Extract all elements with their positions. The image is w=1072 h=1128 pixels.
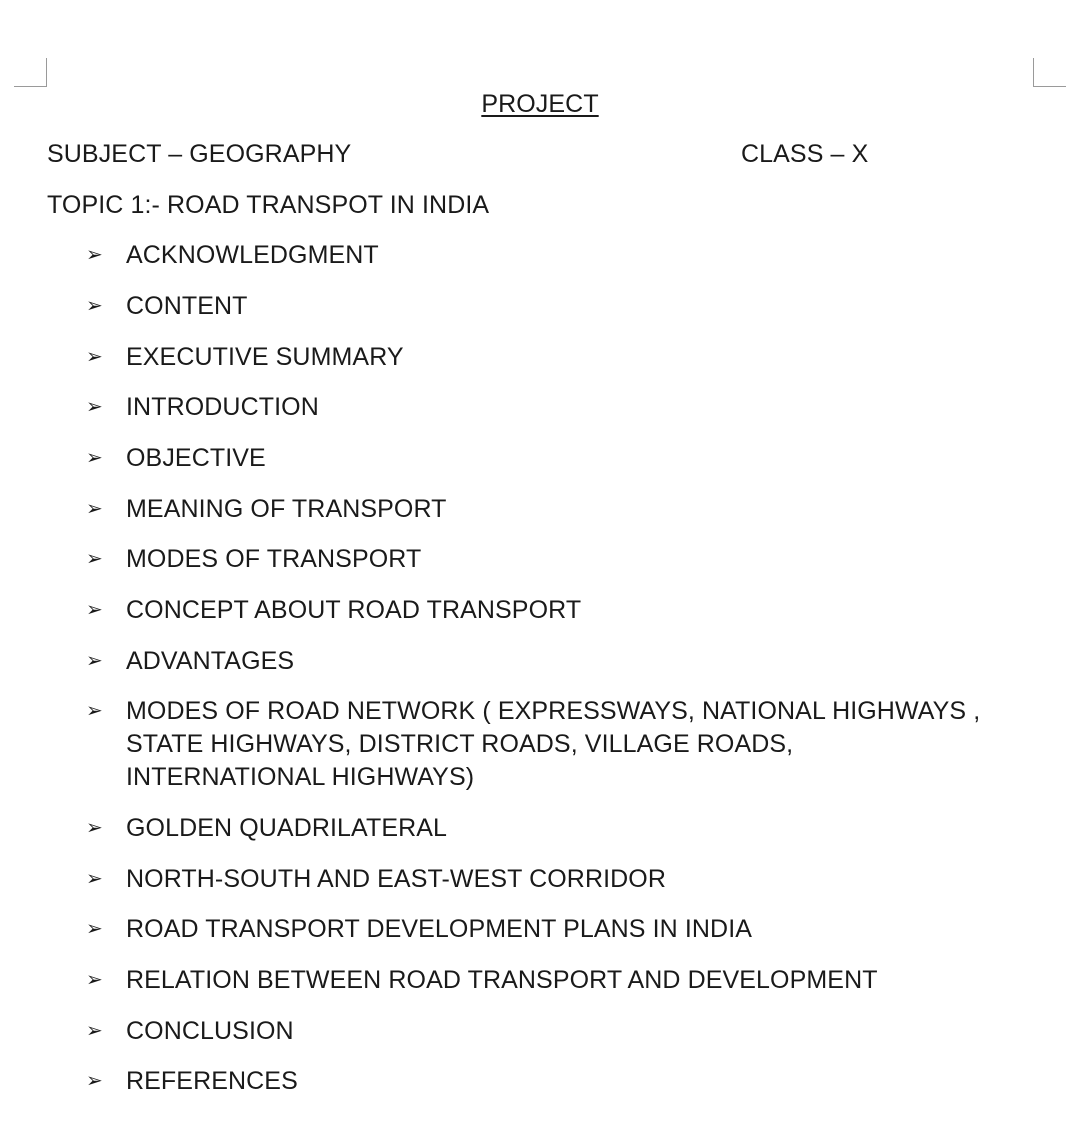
- arrow-bullet-icon: ➢: [86, 548, 103, 570]
- list-item: [86, 341, 986, 374]
- topic-heading: TOPIC 1:- ROAD TRANSPOT IN INDIA: [47, 191, 490, 219]
- list-item-text: ROAD TRANSPORT DEVELOPMENT PLANS IN INDIA: [126, 915, 753, 943]
- list-item-text: REFERENCES: [126, 1067, 298, 1095]
- arrow-bullet-icon: ➢: [86, 346, 103, 368]
- list-item-text: EXECUTIVE SUMMARY: [126, 343, 404, 371]
- list-item-text: NORTH-SOUTH AND EAST-WEST CORRIDOR: [126, 865, 667, 893]
- arrow-bullet-icon: ➢: [86, 969, 103, 991]
- list-item: [86, 695, 986, 794]
- list-item: [86, 645, 986, 678]
- list-item: [86, 493, 986, 526]
- arrow-bullet-icon: ➢: [86, 447, 103, 469]
- subject-label: SUBJECT – GEOGRAPHY: [47, 140, 352, 168]
- list-item-text: INTRODUCTION: [126, 393, 319, 421]
- list-item: [86, 863, 986, 896]
- arrow-bullet-icon: ➢: [86, 599, 103, 621]
- list-item: [86, 1065, 986, 1098]
- list-item: [86, 391, 986, 424]
- list-item: [86, 812, 986, 845]
- list-item-text: MODES OF ROAD NETWORK ( EXPRESSWAYS, NATIONAL HIGHWAYS , STATE HIGHWAYS, DISTRICT ROADS, VILLAGE ROADS, INTERNATIONAL HIGHWAYS): [126, 697, 981, 791]
- list-item-text: CONTENT: [126, 292, 248, 320]
- arrow-bullet-icon: ➢: [86, 1020, 103, 1042]
- list-item-text: RELATION BETWEEN ROAD TRANSPORT AND DEVELOPMENT: [126, 966, 878, 994]
- arrow-bullet-icon: ➢: [86, 295, 103, 317]
- arrow-bullet-icon: ➢: [86, 918, 103, 940]
- list-item: [86, 1015, 986, 1048]
- list-item-text: CONCLUSION: [126, 1017, 294, 1045]
- list-item-text: MODES OF TRANSPORT: [126, 545, 422, 573]
- list-item: [86, 543, 986, 576]
- arrow-bullet-icon: ➢: [86, 700, 103, 722]
- arrow-bullet-icon: ➢: [86, 498, 103, 520]
- arrow-bullet-icon: ➢: [86, 1070, 103, 1092]
- arrow-bullet-icon: ➢: [86, 244, 103, 266]
- page-title: PROJECT: [481, 90, 599, 118]
- arrow-bullet-icon: ➢: [86, 650, 103, 672]
- arrow-bullet-icon: ➢: [86, 396, 103, 418]
- list-item: [86, 964, 986, 997]
- list-item-text: CONCEPT ABOUT ROAD TRANSPORT: [126, 596, 582, 624]
- list-item-text: ADVANTAGES: [126, 647, 295, 675]
- list-item-text: ACKNOWLEDGMENT: [126, 241, 379, 269]
- class-label: CLASS – X: [741, 140, 869, 168]
- arrow-bullet-icon: ➢: [86, 868, 103, 890]
- list-item: [86, 594, 986, 627]
- arrow-bullet-icon: ➢: [86, 817, 103, 839]
- list-item: [86, 442, 986, 475]
- list-item-text: OBJECTIVE: [126, 444, 266, 472]
- list-item-text: GOLDEN QUADRILATERAL: [126, 814, 448, 842]
- list-item: [86, 239, 986, 272]
- list-item-text: MEANING OF TRANSPORT: [126, 495, 447, 523]
- list-item: [86, 290, 986, 323]
- list-item: [86, 913, 986, 946]
